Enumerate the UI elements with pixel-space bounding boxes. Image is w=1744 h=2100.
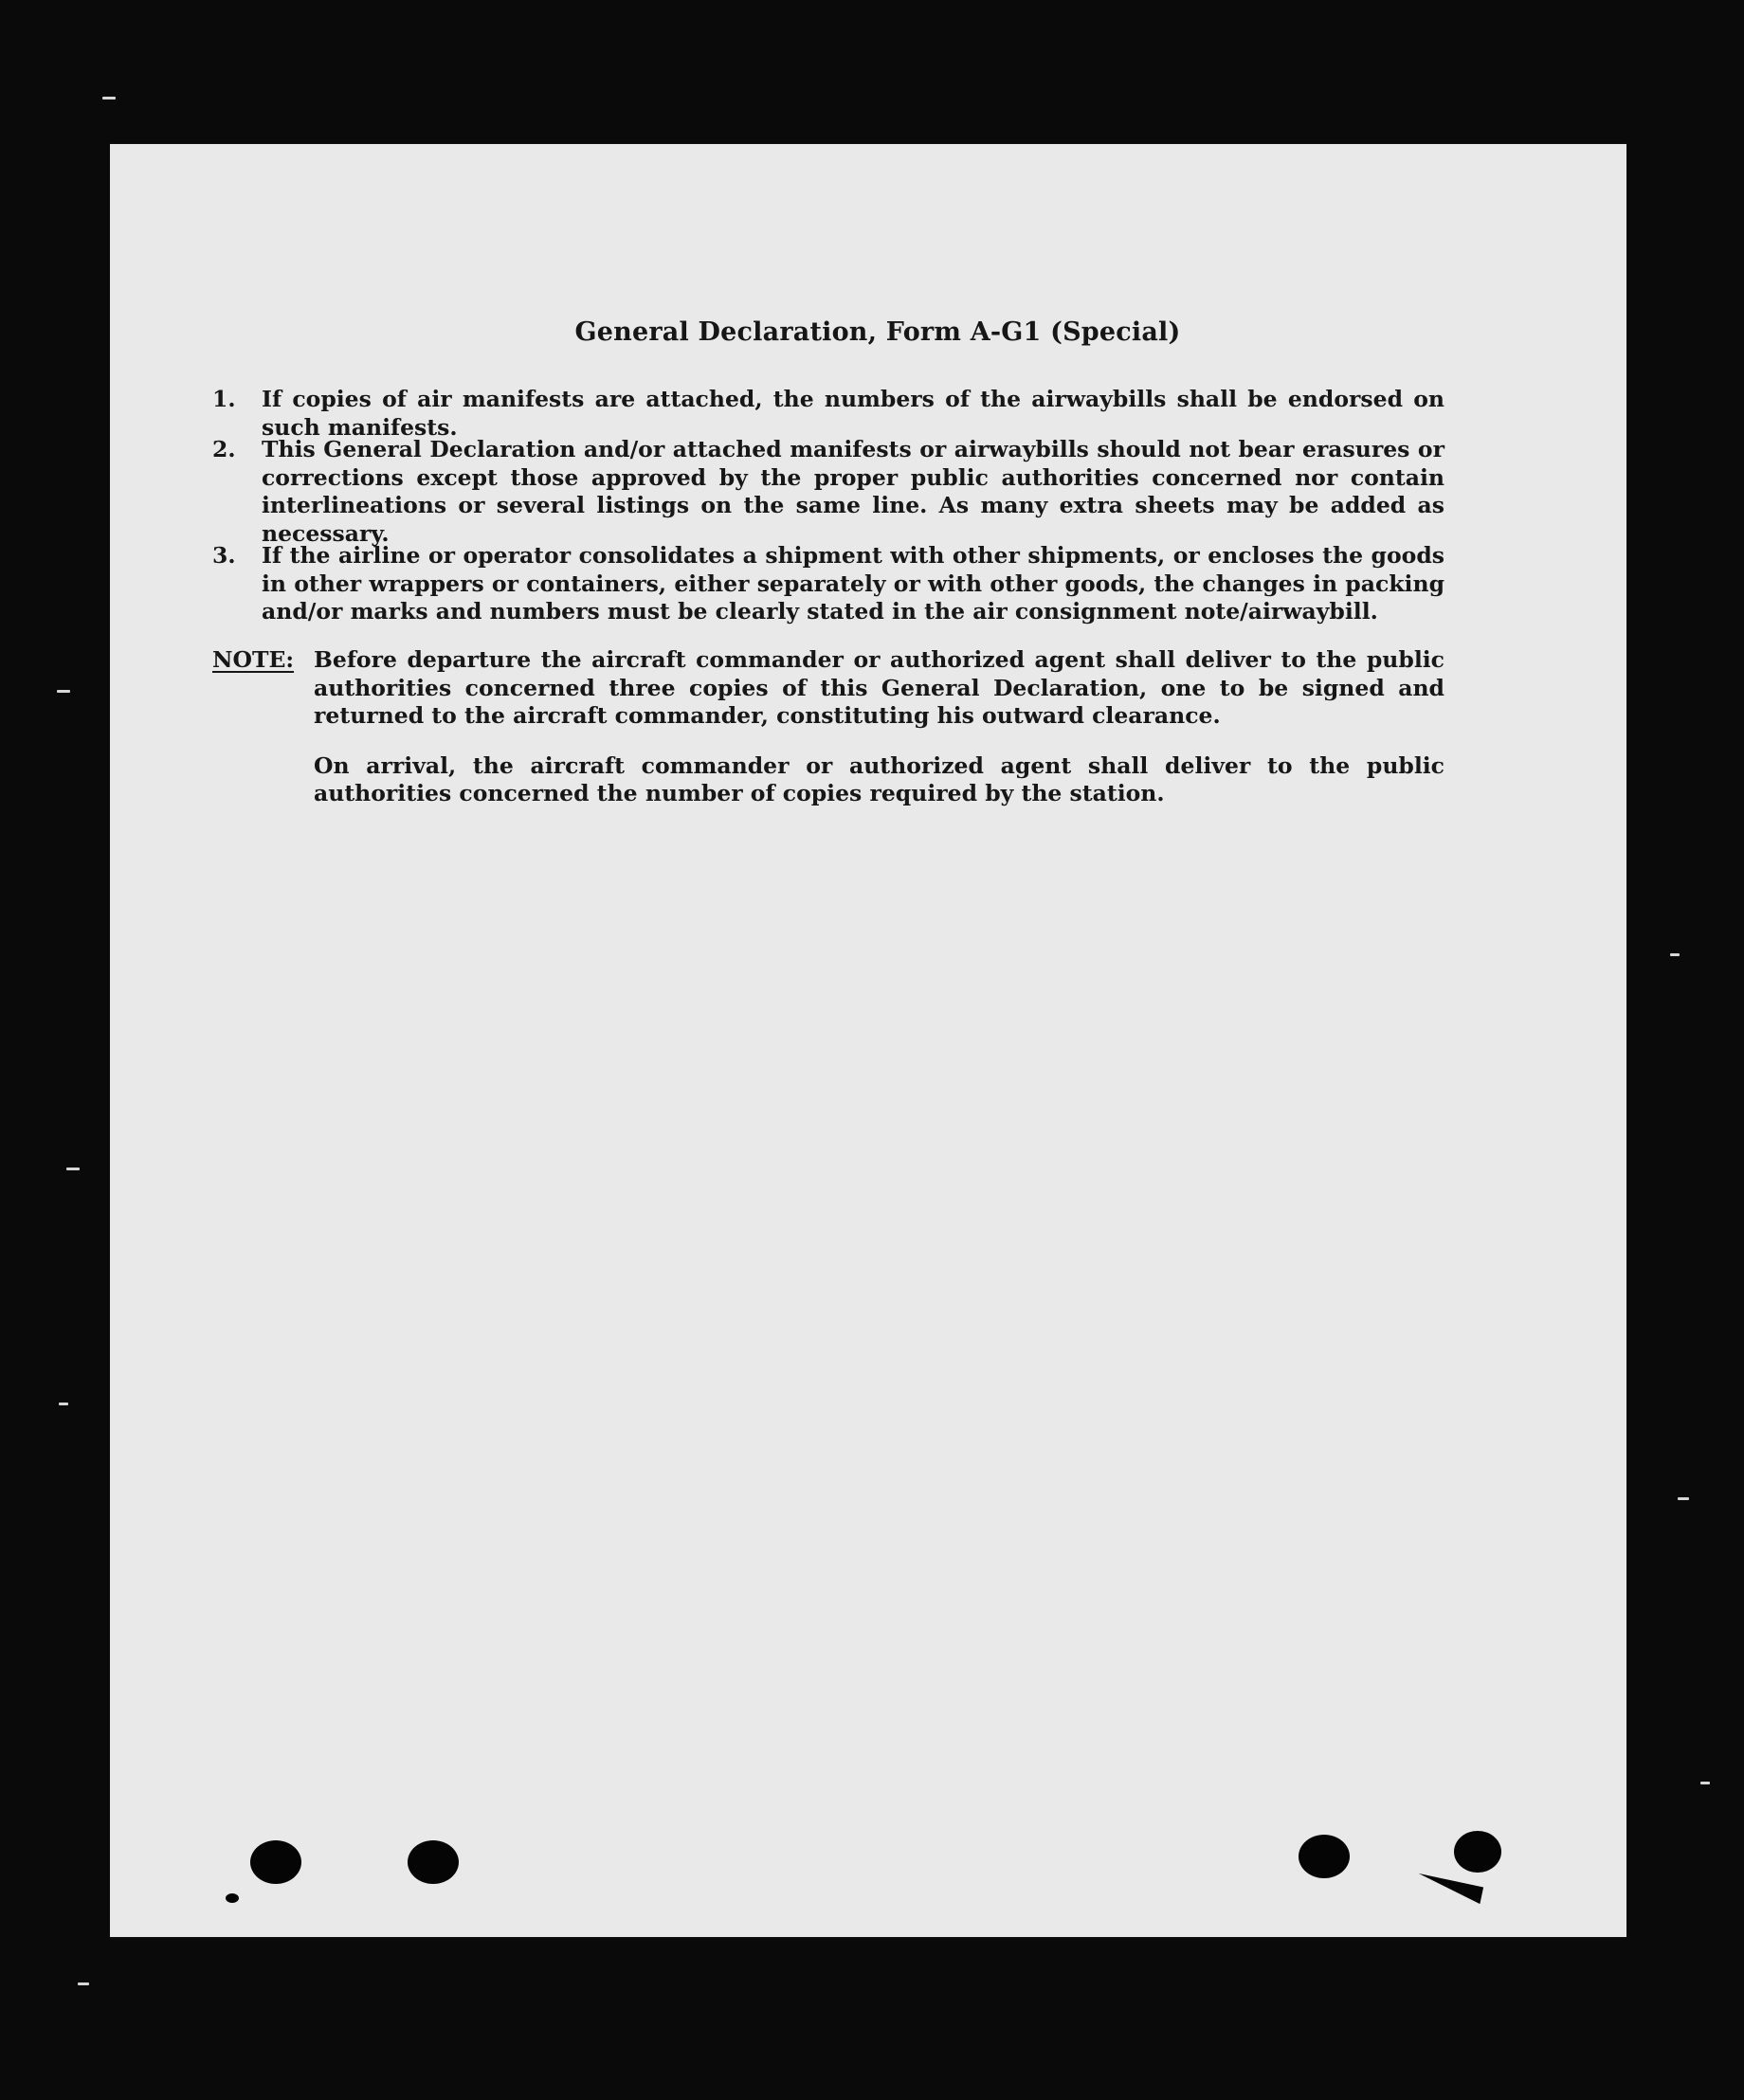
note-block bbox=[212, 646, 1444, 808]
torn-corner-mark bbox=[1415, 1874, 1483, 1904]
note-paragraph-2: On arrival, the aircraft commander or authorized agent shall deliver to the public authorities concerned the number of copies required by the station. bbox=[314, 751, 1444, 806]
instruction-item-3 bbox=[212, 542, 1444, 626]
item-text: If the airline or operator consolidates a shipment with other shipments, or encloses the goods in other wrappers or containers, either separately or with other goods, the changes in packing and/or marks and numbers must be clearly stated in the air consignment note/airwaybill. bbox=[262, 542, 1444, 625]
note-paragraph-1: Before departure the aircraft commander or authorized agent shall deliver to the public authorities concerned three copies of this General Declaration, one to be signed and returned to the aircraft commander, constituting his outward clearance. bbox=[314, 646, 1444, 729]
instruction-item-1 bbox=[212, 386, 1444, 442]
item-text: If copies of air manifests are attached, the numbers of the airwaybills shall be endorsed on such manifests. bbox=[262, 386, 1444, 441]
form-title: General Declaration, Form A-G1 (Special) bbox=[574, 317, 1181, 347]
item-number: 3. bbox=[212, 542, 236, 569]
scan-speck bbox=[1700, 1782, 1710, 1784]
form-page bbox=[110, 144, 1626, 1937]
punch-hole bbox=[1299, 1835, 1350, 1878]
item-text: This General Declaration and/or attached manifests or airwaybills should not bear erasures or corrections except those approved by the proper public authorities concerned nor contain interlineations or several listings on the same line. As many extra sheets may be added as necessary. bbox=[262, 436, 1444, 547]
scan-speck bbox=[78, 1982, 89, 1985]
scan-speck bbox=[1670, 953, 1680, 956]
punch-hole bbox=[250, 1840, 301, 1884]
instruction-item-2 bbox=[212, 436, 1444, 548]
ink-speck bbox=[226, 1893, 239, 1903]
item-number: 1. bbox=[212, 386, 236, 412]
scan-speck bbox=[66, 1168, 80, 1170]
punch-hole bbox=[1454, 1831, 1501, 1873]
scan-speck bbox=[57, 690, 70, 693]
item-number: 2. bbox=[212, 436, 236, 462]
note-label: NOTE: bbox=[212, 646, 295, 673]
scan-speck bbox=[59, 1403, 68, 1405]
scan-speck bbox=[1678, 1497, 1689, 1500]
punch-hole bbox=[408, 1840, 459, 1884]
scan-speck bbox=[102, 97, 116, 100]
